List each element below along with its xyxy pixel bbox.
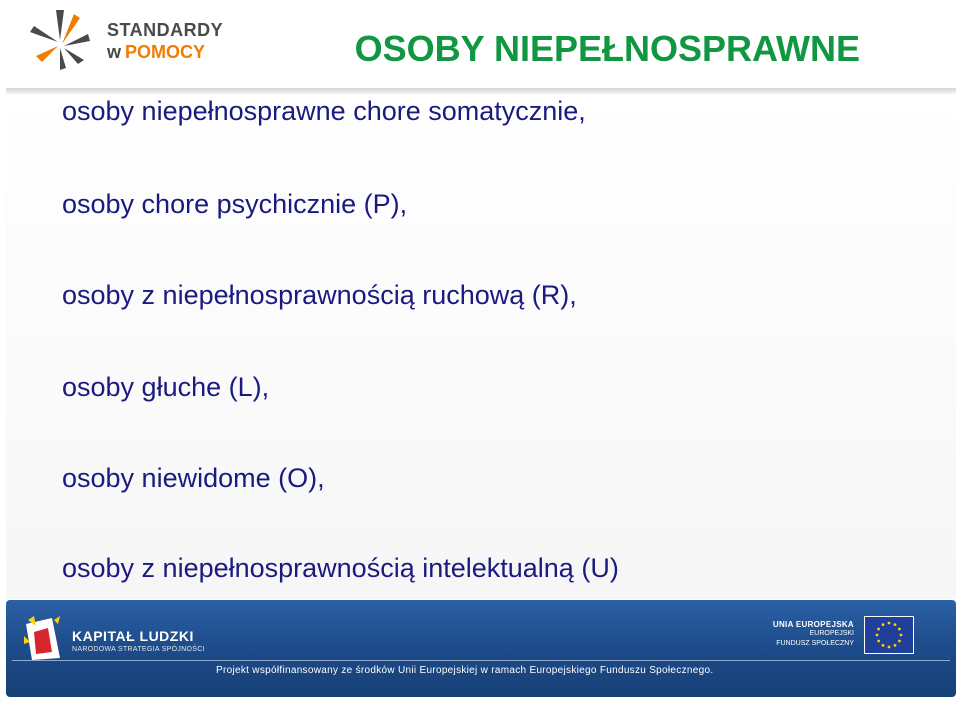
footer-divider [12, 660, 950, 661]
standardy-logo [22, 4, 242, 74]
logo-text-standardy: STANDARDY [107, 20, 224, 40]
kapital-ludzki-logo-icon [22, 614, 64, 664]
list-item: osoby niewidome (O), [62, 463, 325, 493]
list-item: osoby głuche (L), [62, 372, 270, 402]
eu-text [773, 620, 854, 649]
slide-title: OSOBY NIEPEŁNOSPRAWNE [354, 28, 860, 69]
logo-text-pomocy: POMOCY [125, 42, 206, 62]
list-item: osoby chore psychicznie (P), [62, 189, 408, 219]
eu-fund-line1: EUROPEJSKI [809, 630, 854, 637]
list-item: osoby z niepełnosprawnością ruchową (R), [62, 280, 577, 310]
list-item: osoby niepełnosprawne chore somatycznie, [62, 96, 586, 126]
footer-note: Projekt współfinansowany ze środków Unii Europejskiej w ramach Europejskiego Funduszu Społecznego. [216, 665, 714, 676]
footer-banner [6, 600, 956, 697]
logo-text-w-pomocy [107, 42, 205, 63]
kapital-ludzki-subtitle: NARODOWA STRATEGIA SPÓJNOŚCI [72, 646, 205, 653]
content-area [6, 94, 956, 599]
standardy-logo-icon [22, 4, 102, 74]
eu-flag-icon [864, 616, 914, 654]
kapital-ludzki-title: KAPITAŁ LUDZKI [72, 628, 194, 644]
eu-name: UNIA EUROPEJSKA [772, 620, 854, 629]
eu-fund-line2: FUNDUSZ SPOŁECZNY [776, 640, 854, 647]
logo-text-w: w [107, 42, 122, 62]
list-item: osoby z niepełnosprawnością intelektualną (U) [62, 553, 619, 583]
